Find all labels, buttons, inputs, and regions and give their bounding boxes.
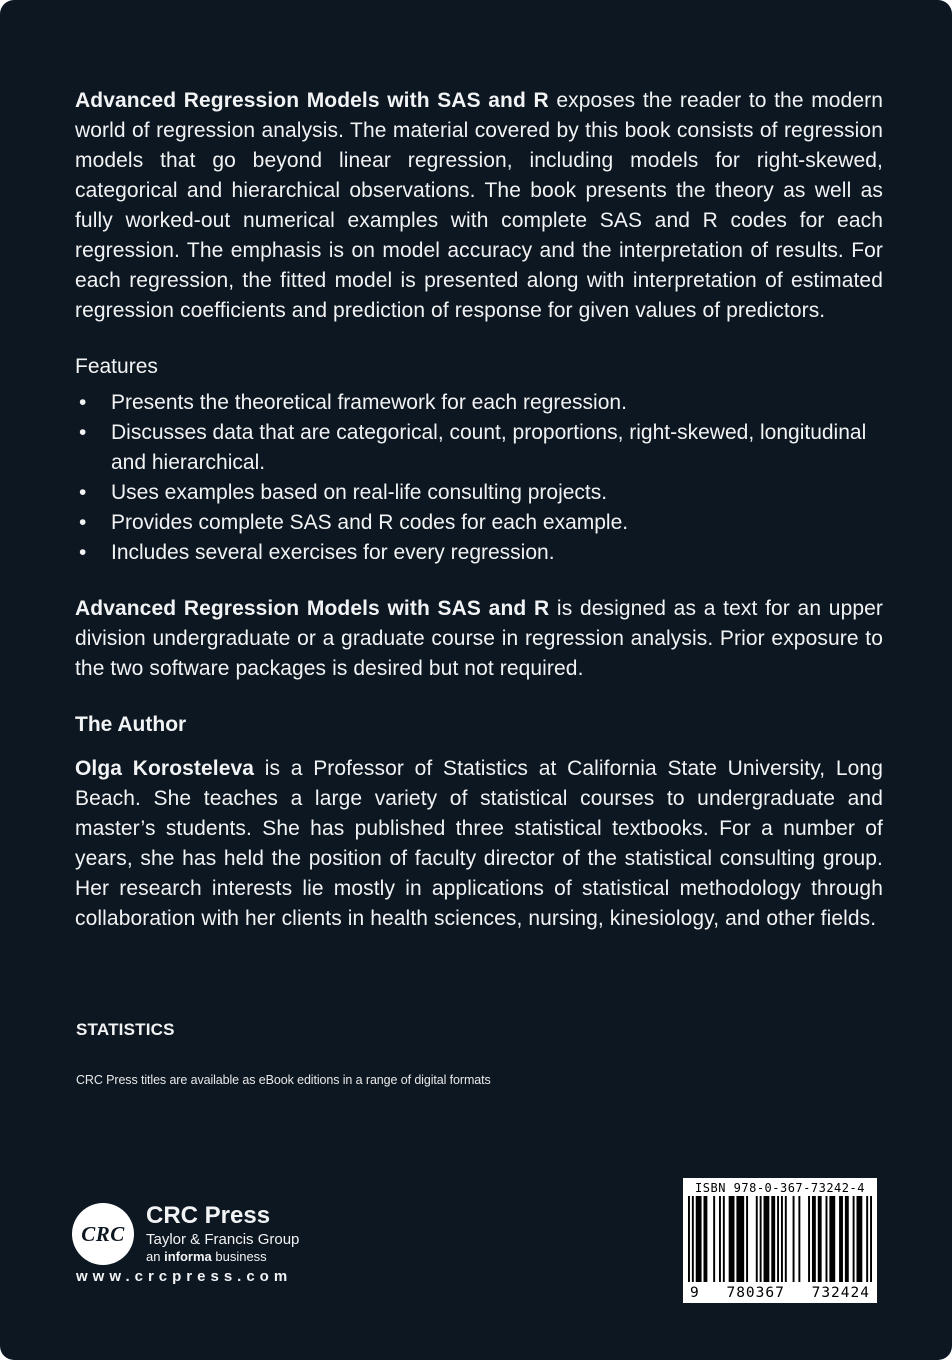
category-label: STATISTICS: [76, 1020, 175, 1039]
author-bio-text: is a Professor of Statistics at California State University, Long Beach. She teaches a large variety of statistical courses to undergraduate and master’s students. She has published three statistical textbooks. For a number of years, she has held the position of faculty director of the statistical consulting group. Her research interests lie mostly in applications of statistical methodology through collaboration with her clients in health sciences, nursing, kinesiology, and other fields.: [75, 757, 883, 930]
ebook-availability-note: CRC Press titles are available as eBook editions in a range of digital formats: [76, 1073, 491, 1087]
book-title-bold: Advanced Regression Models with SAS and R: [75, 89, 549, 112]
publisher-website: www.crcpress.com: [76, 1268, 293, 1285]
synopsis-text: exposes the reader to the modern world of regression analysis. The material covered by this book consists of regression models that go beyond linear regression, including models for right-skewed, categorical and hierarchical observations. The book presents the theory as well as fully worked-out numerical examples with complete SAS and R codes for each regression. The emphasis is on model accuracy and the interpretation of results. For each regression, the fitted model is presented along with interpretation of estimated regression coefficients and prediction of response for given values of predictors.: [75, 89, 883, 322]
isbn-label: ISBN 978-0-367-73242-4: [695, 1181, 865, 1195]
cover-text-content: [75, 86, 883, 960]
list-item: [75, 388, 883, 418]
barcode-digit-left: 9: [690, 1285, 700, 1301]
audience-text: is designed as a text for an upper division undergraduate or a graduate course in regression analysis. Prior exposure to the two software packages is desired but not required.: [75, 597, 883, 680]
bullet-icon: •: [79, 541, 87, 564]
publisher-lines: [146, 1203, 299, 1265]
feature-text: Uses examples based on real-life consulting projects.: [111, 481, 608, 504]
publisher-block: [72, 1203, 299, 1265]
features-list: [75, 388, 883, 568]
publisher-group: Taylor & Francis Group: [146, 1231, 300, 1248]
barcode-digit-group1: 780367: [726, 1285, 785, 1301]
barcode-digits: [688, 1285, 872, 1301]
author-name-bold: Olga Korosteleva: [75, 757, 255, 780]
book-title-bold: Advanced Regression Models with SAS and R: [75, 597, 550, 620]
business-suffix: business: [211, 1249, 267, 1264]
business-bold: informa: [164, 1249, 212, 1264]
publisher-name: CRC Press: [146, 1202, 271, 1229]
bullet-icon: •: [79, 481, 87, 504]
feature-text: Presents the theoretical framework for each regression.: [111, 391, 627, 414]
business-prefix: an: [146, 1249, 165, 1264]
feature-text: Provides complete SAS and R codes for each example.: [111, 511, 629, 534]
author-bio-paragraph: [75, 754, 883, 934]
list-item: [75, 478, 883, 508]
list-item: [75, 508, 883, 538]
audience-paragraph: [75, 594, 883, 684]
barcode-digit-group2: 732424: [811, 1285, 870, 1301]
bullet-icon: •: [79, 511, 87, 534]
list-item: [75, 538, 883, 568]
crc-logo-text: CRC: [81, 1221, 125, 1246]
features-heading: Features: [75, 355, 158, 378]
bullet-icon: •: [79, 421, 87, 444]
crc-logo-icon: [72, 1203, 134, 1265]
feature-text: Discusses data that are categorical, count, proportions, right-skewed, longitudinal and hierarchical.: [111, 421, 867, 474]
isbn-barcode: [683, 1178, 877, 1303]
feature-text: Includes several exercises for every regression.: [111, 541, 555, 564]
bullet-icon: •: [79, 391, 87, 414]
publisher-business-line: [146, 1249, 299, 1265]
list-item: [75, 418, 883, 478]
barcode-bars-icon: [688, 1196, 872, 1282]
author-heading: The Author: [75, 713, 187, 736]
synopsis-paragraph: [75, 86, 883, 326]
